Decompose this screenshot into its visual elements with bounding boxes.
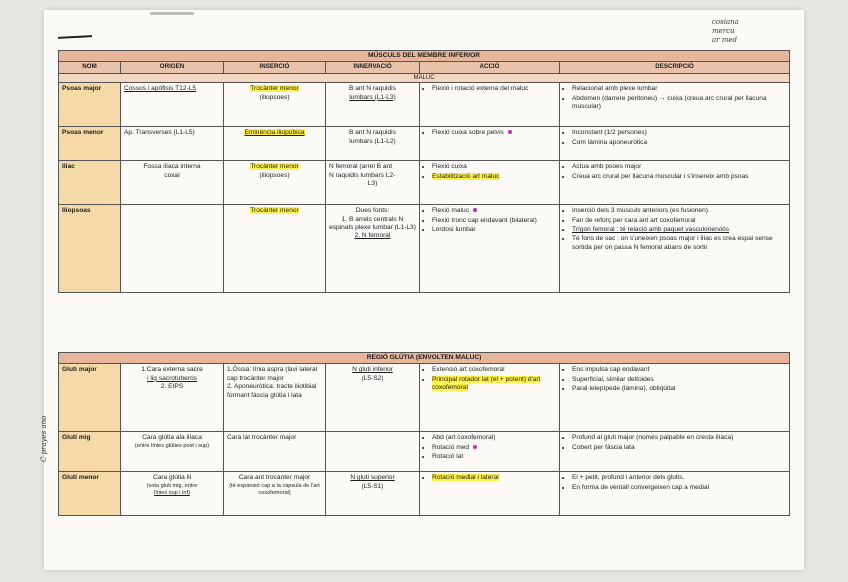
origin-text: 2. EIPS [160, 383, 184, 391]
insertion-text: Eminència iliopúbica [244, 129, 305, 137]
origin-cell [121, 83, 224, 127]
innervation-text: N gluti inferior [352, 366, 393, 374]
action-item: • Extensió art coxofemoral [432, 366, 556, 374]
handwritten-side-note: C prayes ano [40, 415, 48, 462]
description-item: • Creua arc crural per llacuna muscular i s'insereix amb psoas [572, 173, 786, 181]
origin-cell [121, 127, 224, 161]
origin-text: Cara glútia ala ilíaca [142, 434, 202, 442]
insertion-text: 2. Aponeuròtica: tracte iliotibial formant fàscia glútia i lata [227, 383, 317, 399]
description-cell [560, 161, 790, 205]
description-item: • Abdomen (darrere peritoneu) → cuixa (creua arc crural per llacuna muscular) [572, 95, 786, 112]
innervation-text: L3) [367, 180, 378, 188]
table-title: MÚSCULS DEL MEMBRE INFERIOR [59, 51, 790, 62]
insertion-text: Trocànter menor [250, 207, 299, 215]
action-text: Rotació med [432, 443, 470, 451]
insertion-text: Cara ant trocànter major [238, 474, 311, 482]
origin-text: línies sup i inf) [154, 489, 190, 496]
innervation-text: N raquidis lumbars L2- [329, 171, 396, 179]
description-item: • Inconstant (1/2 persones) [572, 129, 786, 137]
origin-cell [121, 161, 224, 205]
innervation-cell [326, 161, 420, 205]
marker-dot-icon [473, 208, 477, 212]
action-item: • Flexió tronc cap endavant (bilateral) [432, 217, 556, 225]
insertion-cell [224, 432, 326, 472]
action-cell [420, 161, 560, 205]
action-text: Flexió maluc [432, 207, 470, 215]
description-item: • Trígon femoral : té relació amb paquet vasculonerviós [572, 226, 786, 234]
insertion-text: Trocànter menor [250, 85, 299, 93]
faded-scribble [150, 12, 194, 15]
insertion-text: (té expansió cap a la càpsula de l'art coxofemoral) [229, 482, 320, 496]
description-cell [560, 364, 790, 432]
description-item: • Fan de reforç per cara ant art coxofemoral [572, 217, 786, 225]
innervation-cell [326, 83, 420, 127]
muscle-name: Gluti mig [59, 432, 121, 472]
action-cell [420, 83, 560, 127]
insertion-cell [224, 205, 326, 293]
action-item [432, 376, 556, 393]
description-item: • Cobert per fàscia lata [572, 444, 786, 452]
table-row [59, 161, 790, 205]
action-item: • Lordosi lumbar [432, 226, 556, 234]
muscle-name: Iliopsoas [59, 205, 121, 293]
column-header-origen: ORIGEN [121, 62, 224, 73]
origin-cell [121, 364, 224, 432]
description-cell [560, 472, 790, 516]
innervation-text: (L5-S2) [361, 374, 384, 382]
handwritten-line: cosiana [712, 18, 739, 26]
action-text: Principal rotador lat (el + potent) d'art coxofemoral [432, 375, 541, 392]
marker-dot-icon [508, 130, 512, 134]
action-item: • Flexió i rotació externa del maluc [432, 85, 556, 93]
description-item: • Profund al gluti major (només palpable en cresta ilíaca) [572, 434, 786, 442]
gluteal-region-table [58, 352, 790, 516]
description-item: • El + petit, profund i anterior dels glutis. [572, 474, 786, 482]
insertion-text: (iliopsoes) [259, 171, 290, 179]
table-row [59, 432, 790, 472]
innervation-cell [326, 127, 420, 161]
table-row [59, 83, 790, 127]
origin-cell [121, 205, 224, 293]
innervation-text: lumbars (L1-L2) [349, 137, 396, 145]
insertion-cell [224, 161, 326, 205]
action-item: • Flexió cuixa [432, 163, 556, 171]
muscle-name: Psoas major [59, 83, 121, 127]
innervation-text: lumbars (L1-L3) [349, 93, 396, 101]
insertion-cell [224, 364, 326, 432]
action-cell [420, 364, 560, 432]
origin-text: (entre línies glúties post i sup) [134, 442, 210, 449]
origin-text: Ap. Transverses (L1-L5) [124, 129, 195, 137]
table-row [59, 205, 790, 293]
innervation-text: (L5-S1) [361, 482, 384, 490]
muscle-name: Psoas menor [59, 127, 121, 161]
description-item: • Relacionat amb plexe lumbar [572, 85, 786, 93]
handwritten-note [712, 18, 782, 45]
innervation-cell [326, 205, 420, 293]
innervation-text: Dues fonts: [355, 207, 390, 215]
section-subtitle: MALUC [59, 73, 790, 82]
description-cell [560, 432, 790, 472]
hip-muscles-table [58, 50, 790, 293]
description-cell [560, 83, 790, 127]
insertion-cell [224, 83, 326, 127]
origin-text: coxal [164, 171, 180, 179]
muscle-name: Gluti major [59, 364, 121, 432]
origin-text: 1.Cara externa sacre [141, 366, 203, 374]
origin-text: (sota gluti mig, entre [146, 482, 198, 489]
innervation-cell [326, 432, 420, 472]
insertion-cell [224, 472, 326, 516]
action-text: Flexió cuixa sobre pelvis [432, 129, 504, 137]
insertion-cell [224, 127, 326, 161]
innervation-text: B ant N raquidis [349, 85, 396, 93]
innervation-text: 1. B arrels centrals N espinals plexe lumbar (L1-L3) [329, 215, 416, 232]
description-cell [560, 127, 790, 161]
insertion-text: Trocànter menor [250, 163, 299, 171]
handwritten-line: ar med [712, 36, 738, 44]
description-item: • Inserció dels 3 músculs anteriors (es fusionen). [572, 207, 786, 215]
innervation-text: N gluti superior [350, 474, 395, 482]
column-header-nom: NOM [59, 62, 121, 73]
insertion-text: (iliopsoes) [259, 93, 290, 101]
action-item [432, 207, 556, 215]
action-cell [420, 127, 560, 161]
innervation-text: 2. N femoral [354, 232, 391, 240]
description-item: • En forma de ventall convergeixen cap a medial [572, 484, 786, 492]
description-item: • Superficial, similar deltoides [572, 376, 786, 384]
column-header-insercio: INSERCIÓ [224, 62, 326, 73]
handwritten-line: mercu [712, 27, 735, 35]
action-text: Estabilització art maluc [432, 172, 500, 180]
origin-cell [121, 432, 224, 472]
innervation-cell [326, 364, 420, 432]
muscle-name: Ilíac [59, 161, 121, 205]
column-header-innervacio: INNERVACIÓ [326, 62, 420, 73]
insertion-text: Cara lat trocànter major [227, 434, 297, 442]
action-item [432, 474, 556, 482]
action-item: • Rotació lat [432, 453, 556, 461]
action-item [432, 129, 556, 137]
insertion-text: 1.Òssia: línia aspra (lavi lateral cap trocànter major [227, 366, 318, 382]
origin-cell [121, 472, 224, 516]
action-cell [420, 472, 560, 516]
marker-dot-icon [473, 445, 477, 449]
description-item: • Paral·lelepípede (làmina), obliqüitat [572, 385, 786, 393]
description-item: • Com làmina aponeuròtica [572, 139, 786, 147]
description-item: • Té fons de sac : on s'uneixen psoas major i ilíac es crea espai sense sortida per on passa N femoral abans de sortir [572, 235, 786, 252]
action-item [432, 173, 556, 181]
description-item: • Actua amb psoes major [572, 163, 786, 171]
origin-text: Fossa ilíaca interna [143, 163, 201, 171]
muscle-name: Gluti menor [59, 472, 121, 516]
description-item: • Ens impulsa cap endavant [572, 366, 786, 374]
action-text: Rotació medial i lateral [432, 474, 499, 482]
table-row [59, 364, 790, 432]
innervation-text: B ant N raquidis [349, 129, 396, 137]
action-cell [420, 205, 560, 293]
action-item: • Abd (art coxofemoral) [432, 434, 556, 442]
action-cell [420, 432, 560, 472]
description-cell [560, 205, 790, 293]
origin-text: i lig sacrotuberós [147, 374, 197, 382]
table-row [59, 127, 790, 161]
origin-text: Cossos i apòfisis T12-L5 [124, 85, 197, 93]
action-item [432, 444, 556, 452]
innervation-cell [326, 472, 420, 516]
origin-text: Cara glútia ili [152, 474, 192, 482]
table-row [59, 472, 790, 516]
table-title: REGIÓ GLÚTIA (ENVOLTEN MALUC) [59, 353, 790, 364]
innervation-text: N femoral (arrel B ant [329, 163, 393, 171]
column-header-accio: ACCIÓ [420, 62, 560, 73]
column-header-descripcio: DESCRIPCIÓ [560, 62, 790, 73]
